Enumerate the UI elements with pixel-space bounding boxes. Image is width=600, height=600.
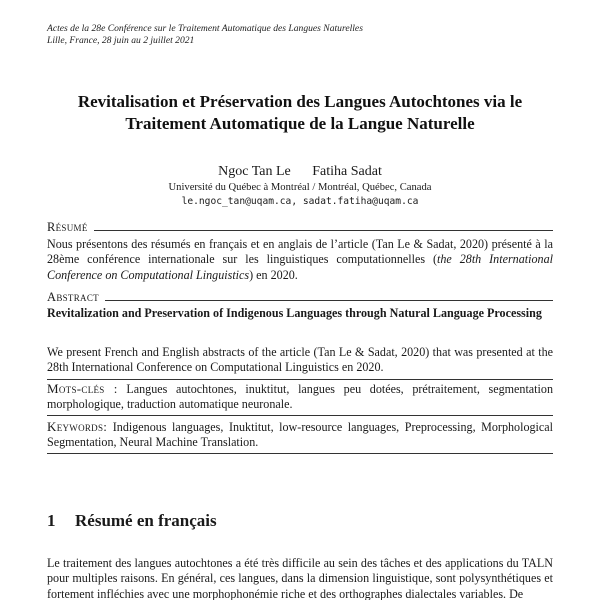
proceedings-line: Actes de la 28e Conférence sur le Traitement Automatique des Langues Naturelles bbox=[47, 23, 363, 34]
section-number: 1 bbox=[47, 511, 56, 530]
keywords-fr-text: Langues autochtones, inuktitut, langues peu dotées, prétraitement, segmentation morphologique, traduction automatique neuronale. bbox=[47, 382, 553, 412]
abstract-heading-label: Abstract bbox=[47, 290, 99, 304]
abstract-end-rule bbox=[47, 379, 553, 380]
author-name: Fatiha Sadat bbox=[312, 164, 382, 179]
conference-name-italic: the 28th International Conference on Computational Linguistics bbox=[47, 252, 553, 282]
keywords-en-rule bbox=[47, 453, 553, 454]
heading-rule bbox=[94, 230, 553, 231]
author-names bbox=[40, 164, 560, 180]
author-emails: le.ngoc_tan@uqam.ca, sadat.fatiha@uqam.ca bbox=[181, 196, 419, 207]
section-1-paragraph: Le traitement des langues autochtones a été très difficile au sein des tâches et des applications du TALN pour multiples raisons. En général, ces langues, dans la dimension linguistique, sont polysynthétiques et fortement infléchies avec une morphophonémie riche et des orthographes dialectales variables. De bbox=[47, 556, 553, 600]
abstract-heading bbox=[47, 290, 553, 304]
location-date-line: Lille, France, 28 juin au 2 juillet 2021 bbox=[47, 35, 195, 46]
english-title: Revitalization and Preservation of Indigenous Languages through Natural Language Processing bbox=[47, 306, 542, 320]
section-1-heading bbox=[47, 511, 217, 531]
abstract-paragraph: We present French and English abstracts of the article (Tan Le & Sadat, 2020) that was presented at the 28th International Conference on Computational Linguistics en 2020. bbox=[47, 345, 553, 375]
running-header bbox=[47, 23, 363, 47]
resume-heading-label: Résumé bbox=[47, 220, 88, 234]
keywords-fr-rule bbox=[47, 415, 553, 416]
keywords-fr-block bbox=[47, 381, 553, 413]
section-title: Résumé en français bbox=[75, 511, 217, 530]
resume-text-start: Nous présentons des résumés en français et en anglais de l’article (Tan Le & Sadat, 2020) présenté à la 28ème conférence internationale sur les linguistiques computationnelles ( bbox=[47, 237, 553, 267]
title-line-2: Traitement Automatique de la Langue Naturelle bbox=[125, 114, 475, 133]
author-name: Ngoc Tan Le bbox=[218, 164, 291, 179]
keywords-en-label: Keywords: bbox=[47, 419, 108, 434]
resume-text-end: ) en 2020. bbox=[249, 267, 298, 282]
resume-paragraph bbox=[47, 237, 553, 283]
title-line-1: Revitalisation et Préservation des Langues Autochtones via le bbox=[77, 92, 523, 111]
keywords-en-block bbox=[47, 419, 553, 451]
heading-rule bbox=[105, 300, 553, 301]
resume-heading bbox=[47, 220, 553, 234]
paper-title bbox=[40, 91, 560, 135]
author-affiliation: Université du Québec à Montréal / Montréal, Québec, Canada bbox=[168, 182, 432, 193]
keywords-fr-label: Mots-clés : bbox=[47, 381, 118, 396]
keywords-en-text: Indigenous languages, Inuktitut, low-resource languages, Preprocessing, Morphological Segmentation, Neural Machine Translation. bbox=[47, 420, 553, 450]
